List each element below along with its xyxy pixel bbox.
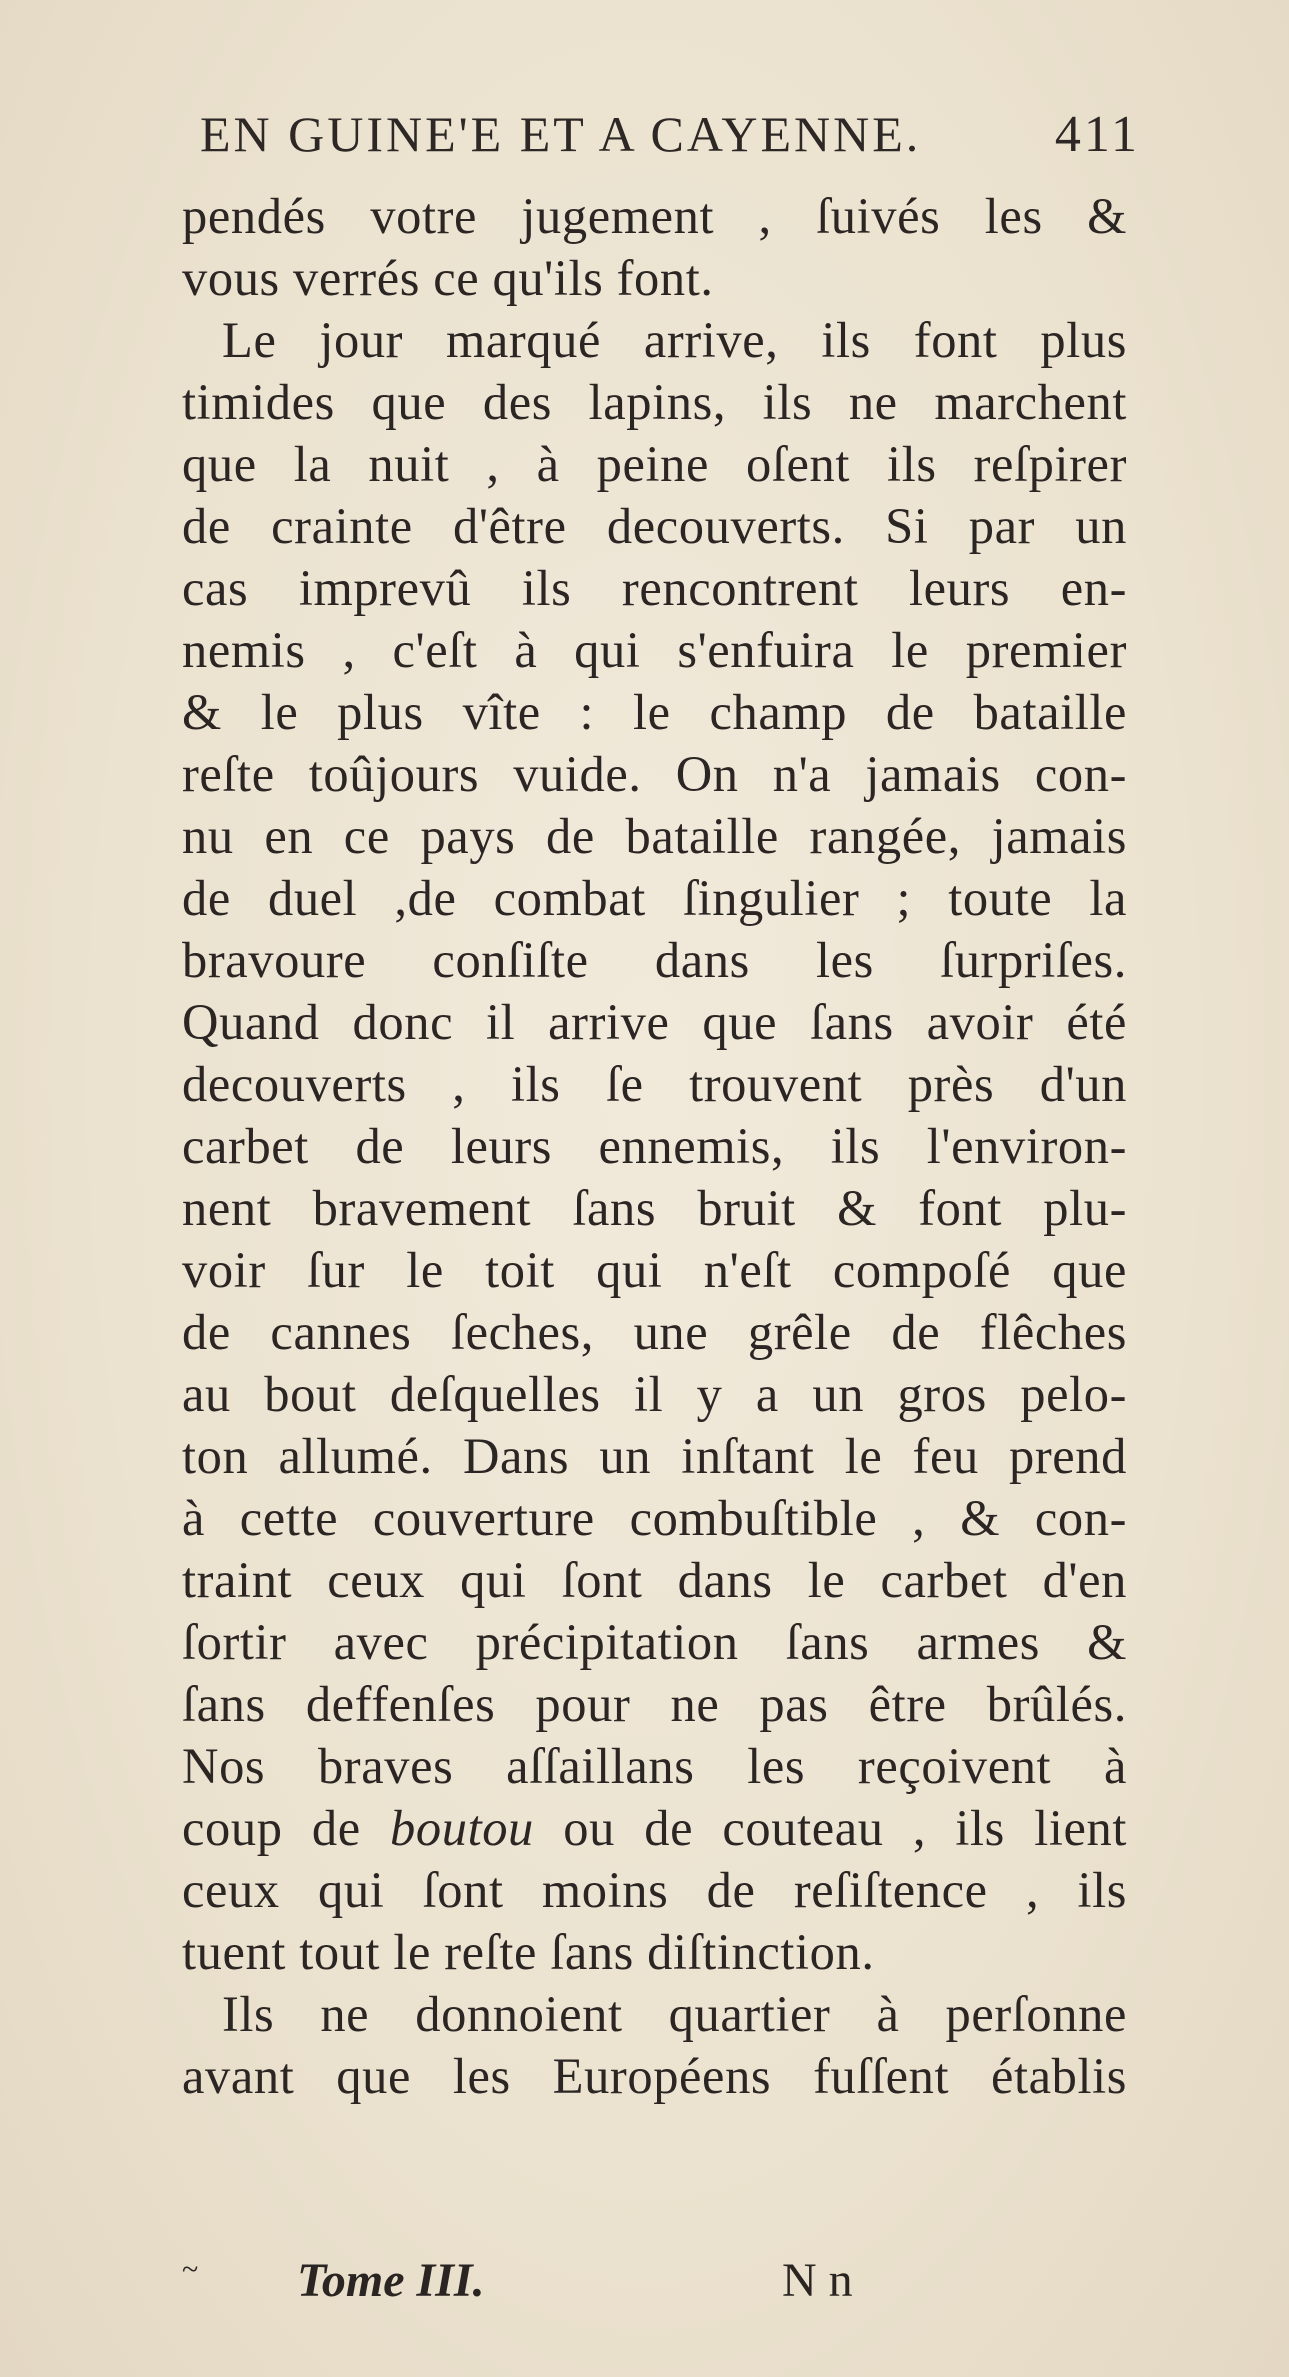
text-line: Ils ne donnoient quartier à perſonne	[222, 1986, 1127, 2042]
text-line: de duel ,de combat ſingulier ; toute la	[182, 870, 1127, 926]
text-line: coup de boutou ou de couteau , ils lient	[182, 1800, 1127, 1856]
text-line: bravoure conſiſte dans les ſurpriſes.	[182, 932, 1127, 988]
text-line: ſans deffenſes pour ne pas être brûlés.	[182, 1676, 1127, 1732]
text-line: tuent tout le reſte ſans diſtinction.	[182, 1924, 875, 1980]
text-line: Quand donc il arrive que ſans avoir été	[182, 994, 1127, 1050]
italic-term: boutou	[390, 1800, 534, 1856]
text-line: decouverts , ils ſe trouvent près d'un	[182, 1056, 1127, 1112]
page-number: 411	[1054, 106, 1140, 163]
text-line: voir ſur le toit qui n'eſt compoſé que	[182, 1242, 1127, 1298]
footer-mark: ~	[182, 2253, 199, 2286]
text-line: timides que des lapins, ils ne marchent	[182, 374, 1127, 430]
text-line: ceux qui ſont moins de reſiſtence , ils	[182, 1862, 1127, 1918]
running-title: EN GUINE'E ET A CAYENNE.	[200, 106, 922, 162]
text-line: pendés votre jugement , ſuivés les &	[182, 188, 1127, 244]
text-line: reſte toûjours vuide. On n'a jamais con-	[182, 746, 1127, 802]
text-line: nemis , c'eſt à qui s'enfuira le premier	[182, 622, 1127, 678]
text-line: à cette couverture combuſtible , & con-	[182, 1490, 1127, 1546]
text-line: nent bravement ſans bruit & font plu-	[182, 1180, 1127, 1236]
text-line: ton allumé. Dans un inſtant le feu prend	[182, 1428, 1127, 1484]
text-line: que la nuit , à peine oſent ils reſpirer	[182, 436, 1127, 492]
text-line: ſortir avec précipitation ſans armes &	[182, 1614, 1127, 1670]
text-line: au bout deſquelles il y a un gros pelo-	[182, 1366, 1127, 1422]
text-line: Nos braves aſſaillans les reçoivent à	[182, 1738, 1127, 1794]
text-line: avant que les Européens fuſſent établis	[182, 2048, 1127, 2104]
text-line: de crainte d'être decouverts. Si par un	[182, 498, 1127, 554]
text-line: & le plus vîte : le champ de bataille	[182, 684, 1127, 740]
text-line: carbet de leurs ennemis, ils l'environ-	[182, 1118, 1127, 1174]
text-line: traint ceux qui ſont dans le carbet d'en	[182, 1552, 1127, 1608]
text-line: de cannes ſeches, une grêle de flêches	[182, 1304, 1127, 1360]
page-footer	[182, 2253, 1127, 2313]
text-line: Le jour marqué arrive, ils font plus	[222, 312, 1127, 368]
signature-mark: N n	[782, 2254, 853, 2307]
text-line: vous verrés ce qu'ils font.	[182, 250, 714, 306]
text-line: nu en ce pays de bataille rangée, jamais	[182, 808, 1127, 864]
text-line: cas imprevû ils rencontrent leurs en-	[182, 560, 1127, 616]
volume-label: Tome III.	[297, 2254, 485, 2307]
